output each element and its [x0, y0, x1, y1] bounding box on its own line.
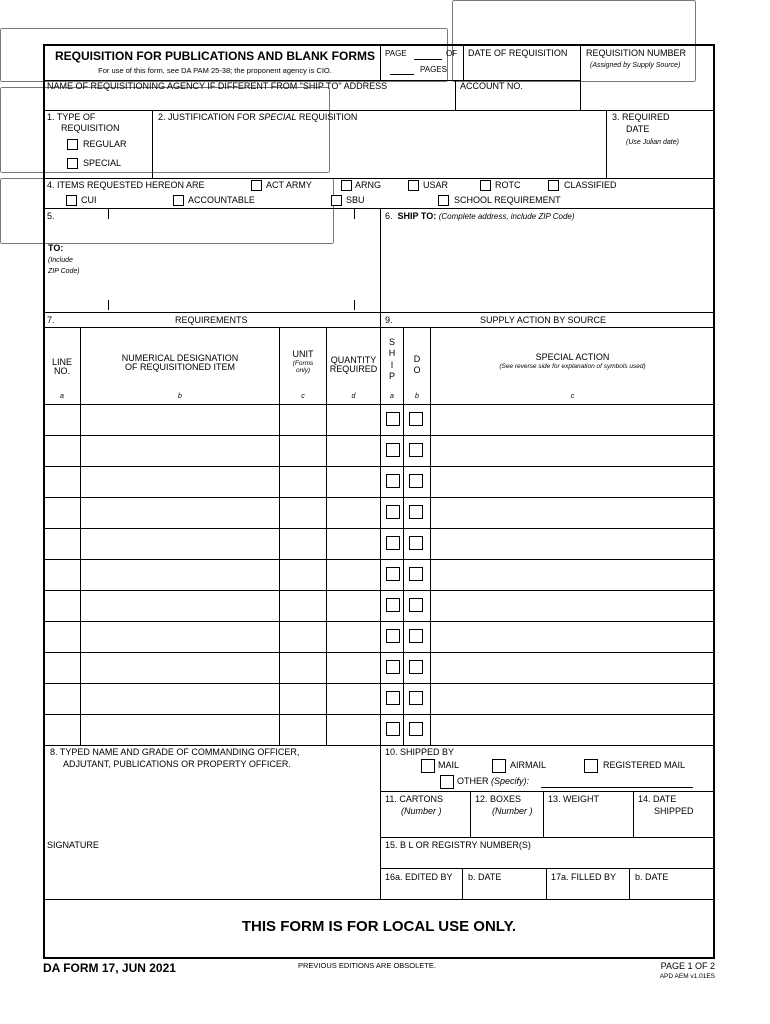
- rotc-label: ROTC: [495, 180, 521, 190]
- agency-label: NAME OF REQUISITIONING AGENCY IF DIFFERENT FROM "SHIP TO" ADDRESS: [47, 81, 388, 91]
- weight-input[interactable]: [548, 820, 628, 832]
- unit-input[interactable]: [281, 413, 325, 427]
- ship-checkbox[interactable]: [386, 567, 400, 581]
- line-no-input[interactable]: [45, 599, 79, 613]
- type-of-requisition-label: 1. TYPE OF: [47, 112, 96, 122]
- do-checkbox[interactable]: [409, 505, 423, 519]
- quantity-input[interactable]: [328, 661, 379, 675]
- requisition-number-label: REQUISITION NUMBER: [586, 48, 687, 58]
- arng-checkbox[interactable]: [341, 180, 352, 191]
- quantity-input[interactable]: [328, 568, 379, 582]
- signature-input[interactable]: [48, 855, 376, 893]
- line-no-input[interactable]: [45, 537, 79, 551]
- col-ship: S H I P: [388, 337, 396, 381]
- do-checkbox[interactable]: [409, 660, 423, 674]
- airmail-label: AIRMAIL: [510, 760, 547, 770]
- classified-checkbox[interactable]: [548, 180, 559, 191]
- table-row: [44, 528, 714, 559]
- account-number-label: ACCOUNT NO.: [460, 81, 523, 91]
- zip-note-2: ZIP Code): [48, 268, 80, 275]
- form-title: REQUISITION FOR PUBLICATIONS AND BLANK FORMS: [55, 49, 375, 63]
- designation-input[interactable]: [82, 723, 278, 737]
- mail-label: MAIL: [438, 760, 460, 770]
- local-use-banner: THIS FORM IS FOR LOCAL USE ONLY.: [241, 918, 517, 935]
- letter-9b: b: [415, 393, 419, 400]
- cui-label: CUI: [81, 195, 97, 205]
- line-no-input[interactable]: [45, 475, 79, 489]
- table-row: [44, 497, 714, 528]
- act-army-label: ACT ARMY: [266, 180, 312, 190]
- letter-9c: c: [570, 393, 575, 400]
- do-checkbox[interactable]: [409, 474, 423, 488]
- table-row: [44, 404, 714, 435]
- mail-checkbox[interactable]: [421, 759, 435, 773]
- designation-input[interactable]: [82, 568, 278, 582]
- filled-by-label: 17a. FILLED BY: [551, 872, 617, 882]
- ship-checkbox[interactable]: [386, 722, 400, 736]
- quantity-input[interactable]: [328, 537, 379, 551]
- act-army-checkbox[interactable]: [251, 180, 262, 191]
- zip-note-1: (Include: [48, 257, 73, 264]
- cui-checkbox[interactable]: [66, 195, 77, 206]
- accountable-label: ACCOUNTABLE: [188, 195, 255, 205]
- ship-checkbox[interactable]: [386, 691, 400, 705]
- regular-checkbox[interactable]: [67, 139, 78, 150]
- page-number-input[interactable]: [414, 50, 442, 59]
- quantity-input[interactable]: [328, 444, 379, 458]
- boxes-note: (Number ): [492, 806, 533, 816]
- quantity-input[interactable]: [328, 692, 379, 706]
- do-checkbox[interactable]: [409, 629, 423, 643]
- col-do: D O: [413, 354, 421, 376]
- ship-checkbox[interactable]: [386, 629, 400, 643]
- unit-input[interactable]: [281, 506, 325, 520]
- date-shipped-label-2: SHIPPED: [654, 806, 694, 816]
- letter-d: d: [351, 393, 356, 400]
- type-of-requisition-label-2: REQUISITION: [61, 123, 120, 133]
- line-no-input[interactable]: [45, 630, 79, 644]
- ship-checkbox[interactable]: [386, 412, 400, 426]
- designation-input[interactable]: [82, 692, 278, 706]
- date-shipped-label: 14. DATE: [638, 794, 677, 804]
- school-requirement-checkbox[interactable]: [438, 195, 449, 206]
- obsolete-note: PREVIOUS EDITIONS ARE OBSOLETE.: [298, 961, 436, 970]
- col-line-no: LINE NO.: [51, 357, 72, 376]
- ship-checkbox[interactable]: [386, 443, 400, 457]
- edited-date-label: b. DATE: [468, 872, 502, 882]
- page-label: PAGE: [385, 49, 407, 58]
- to-label: TO:: [48, 243, 64, 253]
- do-checkbox[interactable]: [409, 443, 423, 457]
- letter-c: c: [301, 393, 305, 400]
- col-quantity: QUANTITY REQUIRED: [329, 355, 378, 374]
- ship-checkbox[interactable]: [386, 505, 400, 519]
- line-no-input[interactable]: [45, 444, 79, 458]
- unit-input[interactable]: [281, 475, 325, 489]
- designation-input[interactable]: [82, 537, 278, 551]
- other-specify-input[interactable]: [542, 776, 692, 786]
- unit-input[interactable]: [281, 537, 325, 551]
- supply-action-title: SUPPLY ACTION BY SOURCE: [480, 315, 607, 325]
- requisition-number-note: (Assigned by Supply Source): [590, 62, 681, 69]
- special-action-input[interactable]: [432, 506, 712, 520]
- special-action-input[interactable]: [432, 413, 712, 427]
- pages-label: PAGES: [420, 65, 447, 74]
- letter-a: a: [60, 393, 64, 400]
- special-action-input[interactable]: [432, 599, 712, 613]
- date-of-requisition-input[interactable]: [468, 62, 576, 76]
- page-count: PAGE 1 OF 2: [660, 961, 715, 971]
- required-date-label: 3. REQUIRED: [612, 112, 670, 122]
- unit-input[interactable]: [281, 661, 325, 675]
- boxes-label: 12. BOXES: [475, 794, 522, 804]
- julian-date-note: (Use Julian date): [626, 139, 679, 146]
- designation-input[interactable]: [82, 506, 278, 520]
- edited-by-label: 16a. EDITED BY: [385, 872, 453, 882]
- rotc-checkbox[interactable]: [480, 180, 491, 191]
- designation-input[interactable]: [82, 661, 278, 675]
- special-action-input[interactable]: [432, 568, 712, 582]
- line-no-input[interactable]: [45, 661, 79, 675]
- special-action-input[interactable]: [432, 475, 712, 489]
- bl-registry-label: 15. B L OR REGISTRY NUMBER(S): [385, 840, 531, 850]
- requisition-number-input[interactable]: [586, 75, 710, 105]
- special-action-input[interactable]: [432, 692, 712, 706]
- line-no-input[interactable]: [45, 506, 79, 520]
- table-row: [44, 683, 714, 714]
- do-checkbox[interactable]: [409, 598, 423, 612]
- quantity-input[interactable]: [328, 723, 379, 737]
- total-pages-input[interactable]: [390, 65, 414, 74]
- block9-label: 9.: [385, 315, 393, 325]
- version: APD AEM v1.01ES: [659, 973, 715, 980]
- letter-b: b: [178, 393, 182, 400]
- items-requested-label: 4. ITEMS REQUESTED HEREON ARE: [47, 180, 205, 190]
- quantity-input[interactable]: [328, 630, 379, 644]
- weight-label: 13. WEIGHT: [548, 794, 600, 804]
- agency-input[interactable]: [47, 94, 451, 108]
- date-shipped-input[interactable]: [638, 820, 710, 832]
- unit-input[interactable]: [281, 444, 325, 458]
- special-action-input[interactable]: [432, 537, 712, 551]
- justification-label: 2. JUSTIFICATION FOR SPECIAL REQUISITION: [158, 112, 358, 122]
- special-action-input[interactable]: [432, 444, 712, 458]
- airmail-checkbox[interactable]: [492, 759, 506, 773]
- ship-checkbox[interactable]: [386, 474, 400, 488]
- unit-input[interactable]: [281, 568, 325, 582]
- ship-checkbox[interactable]: [386, 536, 400, 550]
- signature-label: SIGNATURE: [47, 840, 99, 850]
- usar-checkbox[interactable]: [408, 180, 419, 191]
- special-label: SPECIAL: [83, 158, 122, 168]
- quantity-input[interactable]: [328, 506, 379, 520]
- cartons-note: (Number ): [401, 806, 442, 816]
- special-checkbox[interactable]: [67, 158, 78, 169]
- table-row: [44, 714, 714, 745]
- col-designation: NUMERICAL DESIGNATION OF REQUISITIONED ITEM: [121, 353, 239, 372]
- do-checkbox[interactable]: [409, 722, 423, 736]
- requirements-title: REQUIREMENTS: [175, 315, 248, 325]
- line-no-input[interactable]: [45, 692, 79, 706]
- unit-input[interactable]: [281, 692, 325, 706]
- of-label: OF: [446, 49, 458, 58]
- registered-mail-label: REGISTERED MAIL: [603, 760, 686, 770]
- table-row: [44, 652, 714, 683]
- classified-label: CLASSIFIED: [564, 180, 617, 190]
- col-special-action: SPECIAL ACTION (See reverse side for explanation of symbols used): [499, 352, 646, 370]
- special-action-input[interactable]: [432, 661, 712, 675]
- special-action-input[interactable]: [432, 630, 712, 644]
- date-of-requisition-label: DATE OF REQUISITION: [468, 48, 568, 58]
- block8-label-2: ADJUTANT, PUBLICATIONS OR PROPERTY OFFICER.: [63, 759, 291, 769]
- bl-registry-input[interactable]: [385, 853, 710, 865]
- required-date-label-2: DATE: [626, 124, 650, 134]
- boxes-input[interactable]: [475, 820, 539, 832]
- registered-mail-checkbox[interactable]: [584, 759, 598, 773]
- line-no-input[interactable]: [45, 413, 79, 427]
- do-checkbox[interactable]: [409, 536, 423, 550]
- table-row: [44, 466, 714, 497]
- usar-label: USAR: [423, 180, 449, 190]
- accountable-checkbox[interactable]: [173, 195, 184, 206]
- other-label: OTHER (Specify):: [457, 776, 530, 786]
- do-checkbox[interactable]: [409, 567, 423, 581]
- line-no-input[interactable]: [45, 568, 79, 582]
- table-row: [44, 621, 714, 652]
- line-no-input[interactable]: [45, 723, 79, 737]
- shipped-by-label: 10. SHIPPED BY: [385, 747, 455, 757]
- col-unit: UNIT (Forms only): [292, 349, 314, 375]
- other-checkbox[interactable]: [440, 775, 454, 789]
- do-checkbox[interactable]: [409, 691, 423, 705]
- cartons-input[interactable]: [385, 820, 465, 832]
- form-id: DA FORM 17, JUN 2021: [43, 961, 176, 975]
- block7-label: 7.: [47, 315, 55, 325]
- cartons-label: 11. CARTONS: [385, 794, 444, 804]
- arng-label: ARNG: [355, 180, 382, 190]
- designation-input[interactable]: [82, 475, 278, 489]
- do-checkbox[interactable]: [409, 412, 423, 426]
- school-requirement-label: SCHOOL REQUIREMENT: [454, 195, 561, 205]
- table-row: [44, 559, 714, 590]
- required-date-input[interactable]: [612, 152, 710, 172]
- table-row: [44, 590, 714, 621]
- unit-input[interactable]: [281, 630, 325, 644]
- sbu-label: SBU: [346, 195, 365, 205]
- form-subtitle: For use of this form, see DA PAM 25-38; the proponent agency is CIO.: [98, 66, 332, 75]
- quantity-input[interactable]: [328, 475, 379, 489]
- designation-input[interactable]: [82, 444, 278, 458]
- table-row: [44, 435, 714, 466]
- unit-input[interactable]: [281, 599, 325, 613]
- ship-to-label: 6. SHIP TO: (Complete address, include ZIP Code): [385, 211, 575, 221]
- quantity-input[interactable]: [328, 413, 379, 427]
- unit-input[interactable]: [281, 723, 325, 737]
- designation-input[interactable]: [82, 630, 278, 644]
- special-action-input[interactable]: [432, 723, 712, 737]
- designation-input[interactable]: [82, 413, 278, 427]
- quantity-input[interactable]: [328, 599, 379, 613]
- filled-date-label: b. DATE: [635, 872, 669, 882]
- sbu-checkbox[interactable]: [331, 195, 342, 206]
- block8-label-1: 8. TYPED NAME AND GRADE OF COMMANDING OFFICER,: [50, 747, 300, 757]
- regular-label: REGULAR: [83, 139, 127, 149]
- letter-9a: a: [390, 393, 394, 400]
- ship-checkbox[interactable]: [386, 660, 400, 674]
- account-number-input[interactable]: [460, 94, 576, 108]
- block5-label: 5.: [47, 211, 55, 221]
- ship-checkbox[interactable]: [386, 598, 400, 612]
- designation-input[interactable]: [82, 599, 278, 613]
